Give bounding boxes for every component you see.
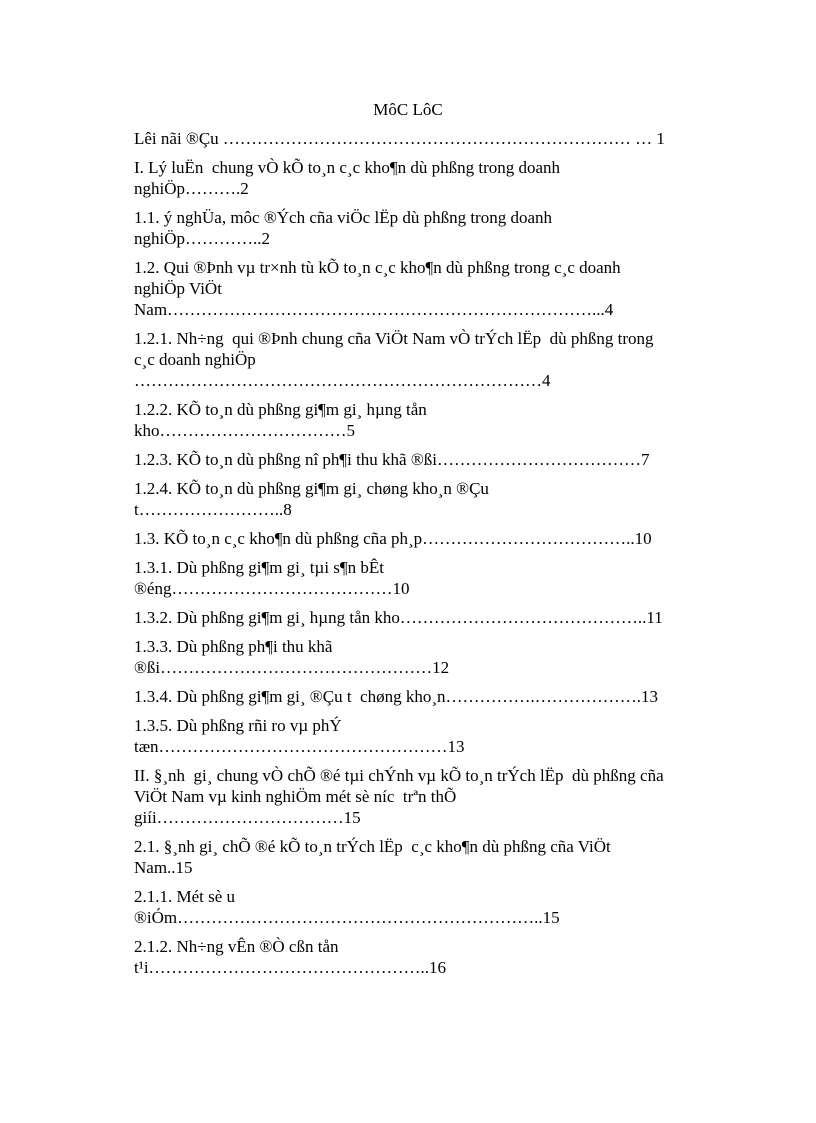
toc-entry xyxy=(134,449,740,470)
toc-entry xyxy=(134,478,740,520)
toc-entry-line: 1.3.2. Dù phßng gi¶m gi¸ hµng tån kho……………………………………..11 xyxy=(134,608,663,627)
toc-entry-line: I. Lý luËn chung vÒ kÕ to¸n c¸c kho¶n dù phßng trong doanh xyxy=(134,158,561,177)
toc-entry xyxy=(134,128,740,149)
toc-entry xyxy=(134,636,740,678)
toc-entry xyxy=(134,886,740,928)
toc-entry-line: 1.3.3. Dù phßng ph¶i thu khã xyxy=(134,637,333,656)
toc-entry-line: 1.3.4. Dù phßng gi¶m gi¸ ®Çu t chøng kho¸n…………….……………….13 xyxy=(134,687,658,706)
toc-entry-line: nghiÖp ViÖt xyxy=(134,279,222,298)
toc-entry-line: ViÖt Nam vµ kinh nghiÖm mét sè níc trªn thÕ xyxy=(134,787,457,806)
toc-entry xyxy=(134,207,740,249)
toc-entry xyxy=(134,157,740,199)
toc-entry-line: ………………………………………………………………4 xyxy=(134,371,551,390)
toc-entry-line: kho……………………………5 xyxy=(134,421,355,440)
toc-entry-line: ®ßi…………………………………………12 xyxy=(134,658,450,677)
toc-entry xyxy=(134,257,740,320)
toc-entry-line: 1.2. Qui ®Þnh vµ tr×nh tù kÕ to¸n c¸c kho¶n dù phßng trong c¸c doanh xyxy=(134,258,621,277)
toc-entry-line: ®éng…………………………………10 xyxy=(134,579,410,598)
page-title: MôC LôC xyxy=(373,100,443,119)
toc-entry-line: 2.1.1. Mét sè u xyxy=(134,887,236,906)
toc-entry-line: 2.1. §¸nh gi¸ chÕ ®é kÕ to¸n trÝch lËp c¸c kho¶n dù phßng cña ViÖt xyxy=(134,837,611,856)
toc-entry xyxy=(134,528,740,549)
toc-entry-line: 1.3.1. Dù phßng gi¶m gi¸ tµi s¶n bÊt xyxy=(134,558,384,577)
table-of-contents xyxy=(134,128,740,986)
toc-entry-line: nghiÖp……….2 xyxy=(134,179,249,198)
toc-entry-line: 1.3.5. Dù phßng rñi ro vµ phÝ xyxy=(134,716,342,735)
toc-entry-line: tæn……………………………………………13 xyxy=(134,737,465,756)
toc-entry xyxy=(134,328,740,391)
toc-entry-line: giíi……………………………15 xyxy=(134,808,361,827)
toc-entry-line: t¹i…………………………………………..16 xyxy=(134,958,447,977)
toc-entry-line: 2.1.2. Nh÷ng vÊn ®Ò cßn tån xyxy=(134,937,339,956)
toc-entry-line: ®iÓm………………………………………………………..15 xyxy=(134,908,560,927)
toc-entry-line: 1.2.3. KÕ to¸n dù phßng nî ph¶i thu khã ®ßi………………………………7 xyxy=(134,450,650,469)
toc-entry-line: t……………………..8 xyxy=(134,500,292,519)
toc-entry-line: 1.2.4. KÕ to¸n dù phßng gi¶m gi¸ chøng kho¸n ®Çu xyxy=(134,479,489,498)
toc-entry-line: 1.1. ý nghÜa, môc ®Ých cña viÖc lËp dù phßng trong doanh xyxy=(134,208,553,227)
toc-entry xyxy=(134,936,740,978)
toc-entry xyxy=(134,765,740,828)
toc-entry-line: Nam…………………………………………………………………...4 xyxy=(134,300,614,319)
toc-entry-line: nghiÖp…………..2 xyxy=(134,229,270,248)
toc-entry-line: Lêi nãi ®Çu ……………………………………………………………… … 1 xyxy=(134,129,665,148)
toc-entry xyxy=(134,715,740,757)
toc-entry-line: 1.3. KÕ to¸n c¸c kho¶n dù phßng cña ph¸p………………………………..10 xyxy=(134,529,652,548)
toc-entry-line: Nam..15 xyxy=(134,858,193,877)
toc-entry xyxy=(134,399,740,441)
toc-entry xyxy=(134,686,740,707)
toc-entry-line: 1.2.2. KÕ to¸n dù phßng gi¶m gi¸ hµng tån xyxy=(134,400,427,419)
toc-entry-line: 1.2.1. Nh÷ng qui ®Þnh chung cña ViÖt Nam vÒ trÝch lËp dù phßng trong xyxy=(134,329,654,348)
toc-entry xyxy=(134,607,740,628)
toc-entry-line: II. §¸nh gi¸ chung vÒ chÕ ®é tµi chÝnh vµ kÕ to¸n trÝch lËp dù phßng cña xyxy=(134,766,664,785)
toc-entry xyxy=(134,557,740,599)
toc-entry xyxy=(134,836,740,878)
toc-entry-line: c¸c doanh nghiÖp xyxy=(134,350,256,369)
